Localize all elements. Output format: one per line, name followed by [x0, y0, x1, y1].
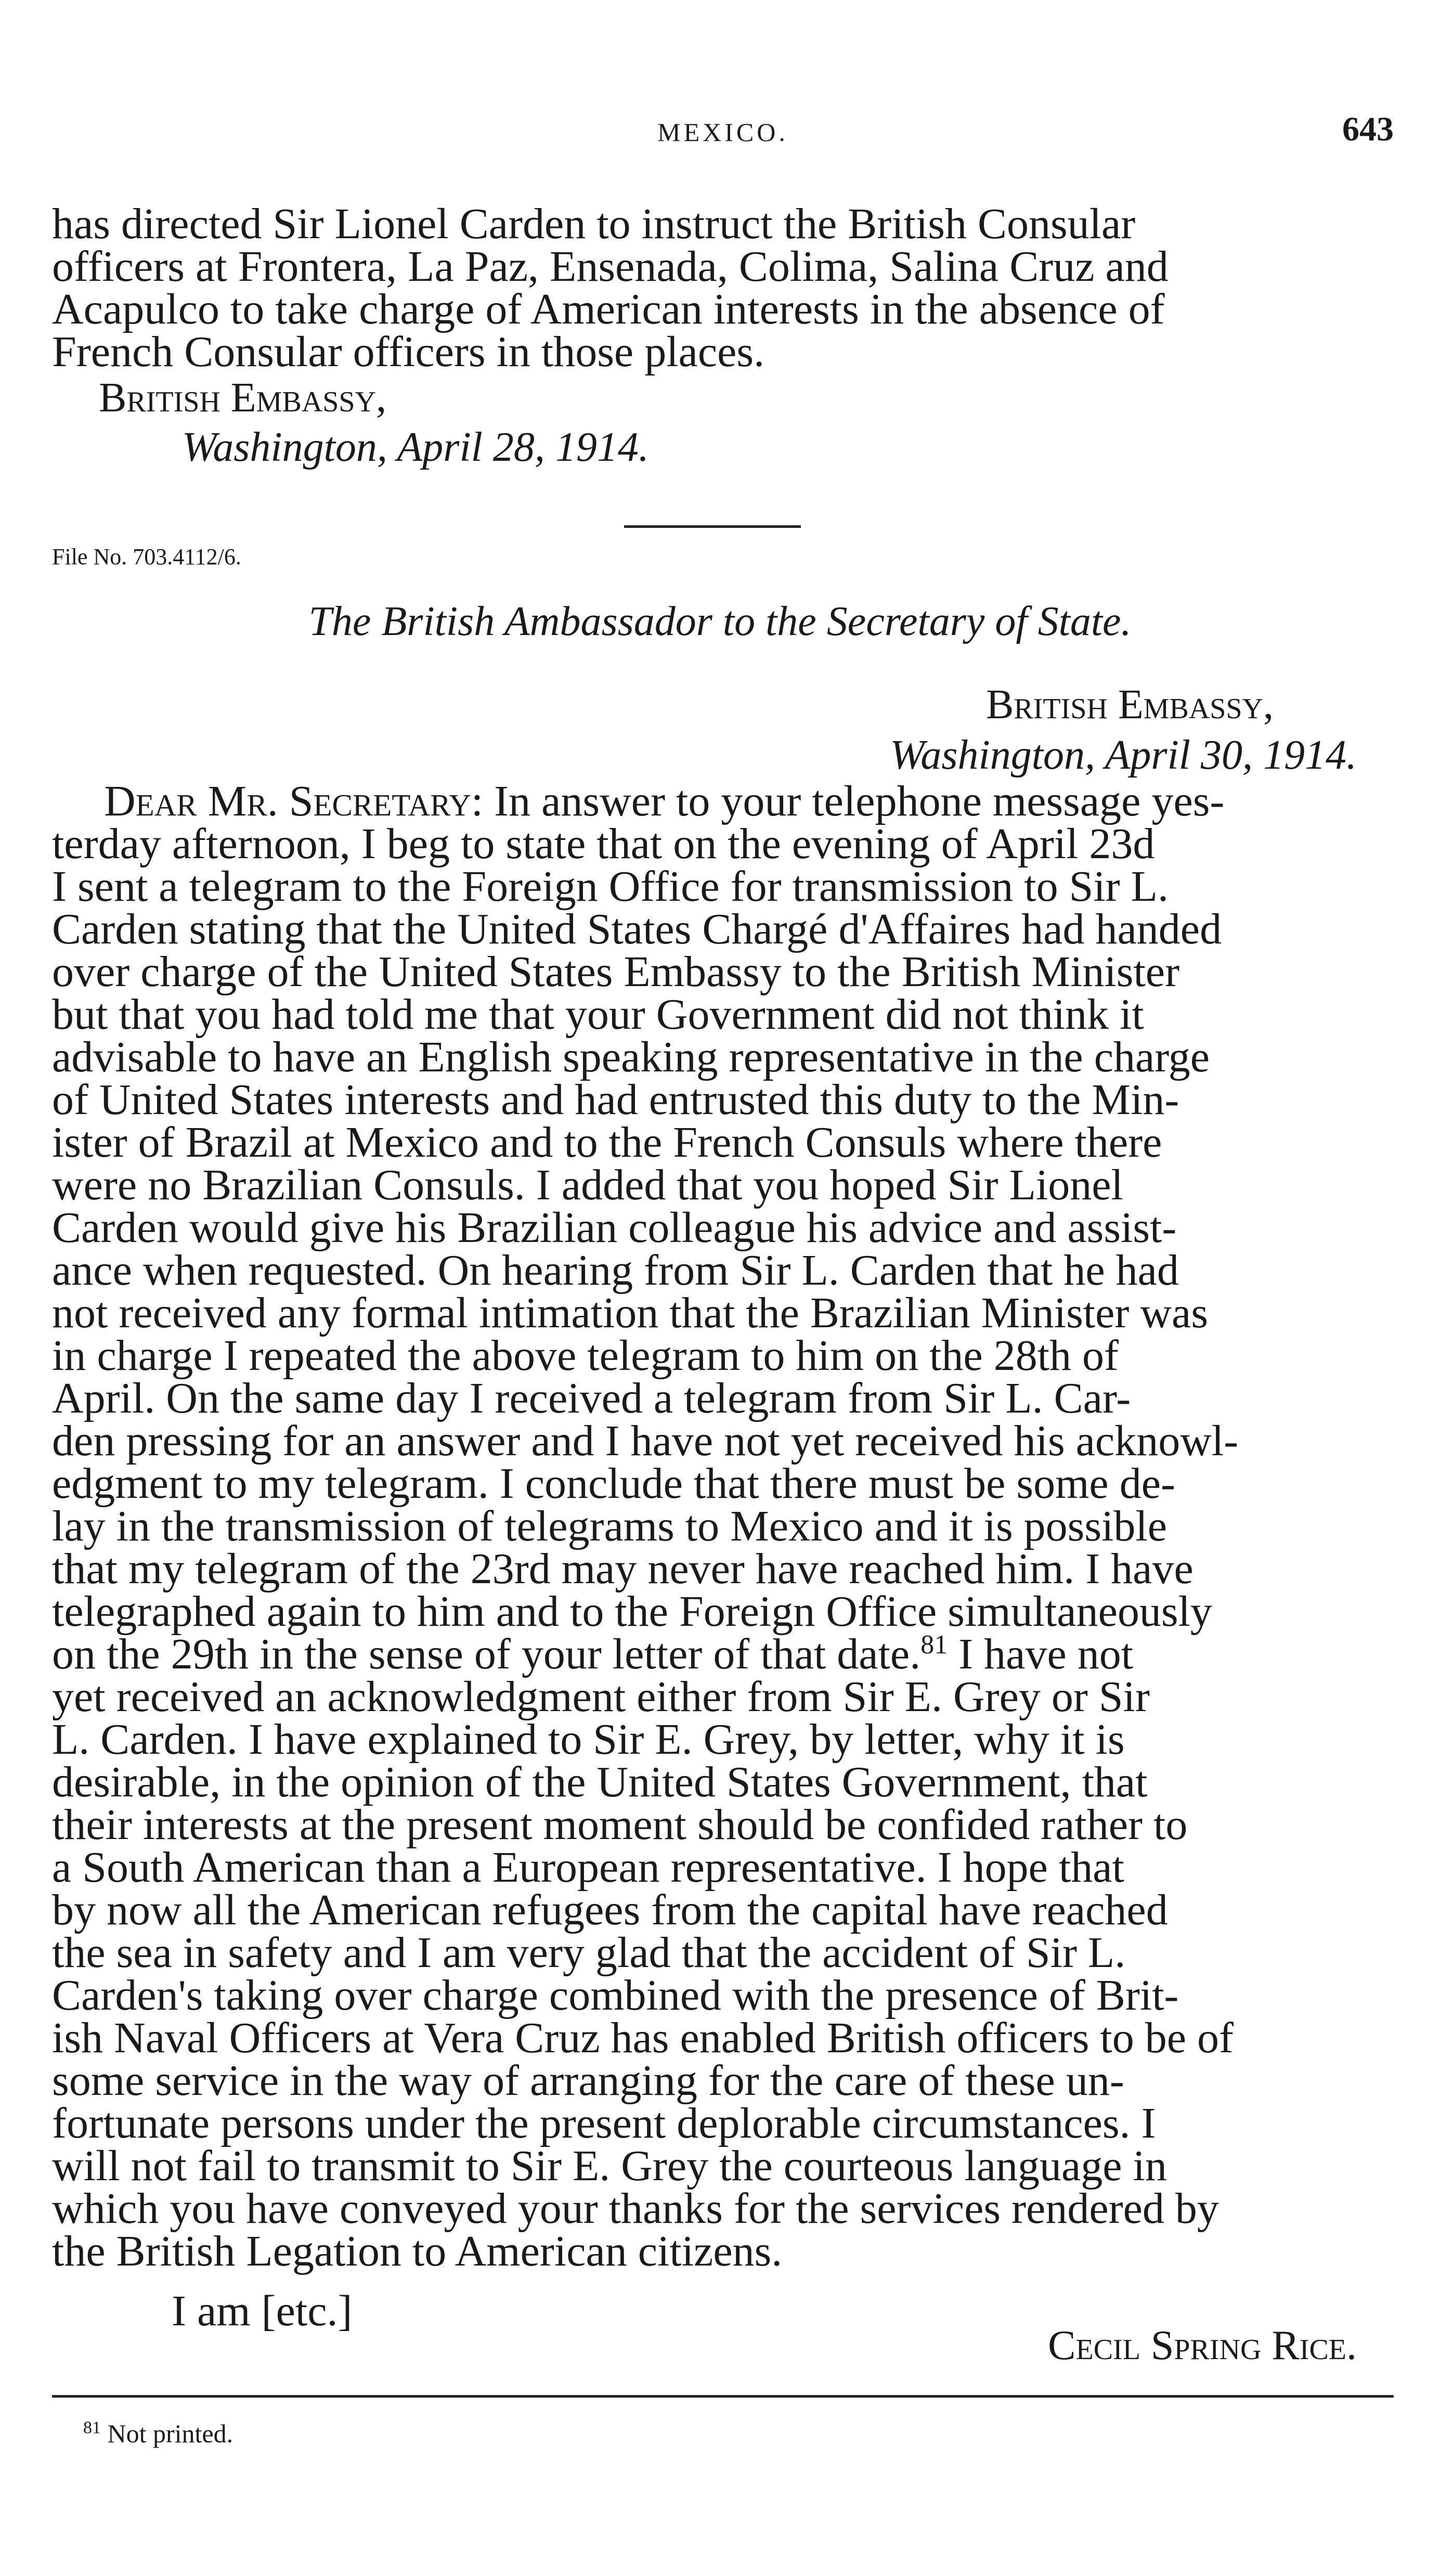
text-line: their interests at the present moment should be confided rather to	[52, 1801, 1188, 1849]
text-line: by now all the American refugees from the capital have reached	[52, 1886, 1168, 1934]
footnote-divider	[52, 2395, 1394, 2398]
dateline-date: Washington, April 30, 1914.	[890, 732, 1357, 778]
continued-paragraph	[52, 200, 1394, 376]
text-line: April. On the same day I received a telegram from Sir L. Car-	[52, 1374, 1131, 1422]
text-line: over charge of the United States Embassy to the British Minister	[52, 948, 1180, 996]
dateline-place: British Embassy,	[986, 682, 1274, 728]
text-line: I sent a telegram to the Foreign Office for transmission to Sir L.	[52, 862, 1169, 911]
file-number: File No. 703.4112/6.	[52, 544, 241, 569]
text-line: terday afternoon, I beg to state that on the evening of April 23d	[52, 820, 1155, 868]
text-line: den pressing for an answer and I have not yet received his acknowl-	[52, 1417, 1239, 1465]
text-line: the British Legation to American citizens.	[52, 2227, 783, 2275]
footnote-reference[interactable]: 81	[920, 1630, 948, 1660]
text-line	[52, 1630, 1394, 1678]
text-line: fortunate persons under the present deplorable circumstances. I	[52, 2099, 1156, 2147]
running-head: MEXICO.	[657, 118, 788, 147]
footnote-text: Not printed.	[101, 2419, 233, 2448]
text-line: were no Brazilian Consuls. I added that you hoped Sir Lionel	[52, 1161, 1123, 1209]
text-line: has directed Sir Lionel Carden to instruct the British Consular	[52, 200, 1136, 248]
page-number: 643	[1342, 110, 1394, 148]
footnote	[83, 2418, 233, 2449]
text-line: Carden would give his Brazilian colleague his advice and assist-	[52, 1203, 1177, 1252]
dateline-place: British Embassy,	[99, 375, 386, 421]
letter-body	[52, 777, 1394, 2275]
text-line: Carden's taking over charge combined with the presence of Brit-	[52, 1971, 1179, 2020]
dateline-first	[99, 374, 649, 471]
closing: I am [etc.]	[172, 2287, 353, 2335]
text-line-content: on the 29th in the sense of your letter of that date.	[52, 1630, 921, 1678]
text-line: Acapulco to take charge of American interests in the absence of	[52, 285, 1165, 333]
text-line-content: I have not	[948, 1630, 1134, 1678]
dateline-second	[890, 681, 1357, 779]
text-line: L. Carden. I have explained to Sir E. Grey, by letter, why it is	[52, 1715, 1125, 1764]
text-line: in charge I repeated the above telegram to him on the 28th of	[52, 1331, 1119, 1380]
dateline-date: Washington, April 28, 1914.	[182, 424, 649, 470]
text-line: of United States interests and had entrusted this duty to the Min-	[52, 1076, 1179, 1124]
text-line: but that you had told me that your Government did not think it	[52, 990, 1144, 1039]
signature: Cecil Spring Rice.	[1048, 2323, 1357, 2368]
page-header	[52, 110, 1394, 159]
text-line: not received any formal intimation that the Brazilian Minister was	[52, 1289, 1209, 1337]
text-line: some service in the way of arranging for the care of these un-	[52, 2056, 1124, 2105]
section-divider	[624, 525, 801, 528]
text-line: edgment to my telegram. I conclude that there must be some de-	[52, 1459, 1175, 1508]
text-line: ister of Brazil at Mexico and to the French Consuls where there	[52, 1118, 1162, 1167]
text-line: ance when requested. On hearing from Sir L. Carden that he had	[52, 1246, 1179, 1295]
text-line: Carden stating that the United States Chargé d'Affaires had handed	[52, 905, 1222, 953]
text-line: yet received an acknowledgment either from Sir E. Grey or Sir	[52, 1673, 1150, 1721]
text-line	[52, 777, 1394, 825]
document-title: The British Ambassador to the Secretary of State.	[308, 599, 1132, 644]
text-line: officers at Frontera, La Paz, Ensenada, Colima, Salina Cruz and	[52, 242, 1169, 291]
text-line: will not fail to transmit to Sir E. Grey the courteous language in	[52, 2142, 1167, 2190]
text-line: French Consular officers in those places.	[52, 328, 765, 376]
text-line: the sea in safety and I am very glad that the accident of Sir L.	[52, 1928, 1126, 1977]
text-line: telegraphed again to him and to the Foreign Office simultaneously	[52, 1587, 1212, 1636]
text-line: ish Naval Officers at Vera Cruz has enabled British officers to be of	[52, 2014, 1234, 2062]
footnote-mark: 81	[83, 2418, 101, 2438]
text-line: desirable, in the opinion of the United States Government, that	[52, 1758, 1148, 1806]
text-line: advisable to have an English speaking representative in the charge	[52, 1033, 1210, 1081]
salutation: Dear Mr. Secretary:	[104, 777, 484, 825]
text-line: lay in the transmission of telegrams to Mexico and it is possible	[52, 1502, 1167, 1550]
text-line: a South American than a European representative. I hope that	[52, 1843, 1124, 1892]
text-line: that my telegram of the 23rd may never have reached him. I have	[52, 1545, 1193, 1593]
text-line: which you have conveyed your thanks for the services rendered by	[52, 2184, 1219, 2233]
text-line-content: In answer to your telephone message yes-	[494, 777, 1225, 825]
